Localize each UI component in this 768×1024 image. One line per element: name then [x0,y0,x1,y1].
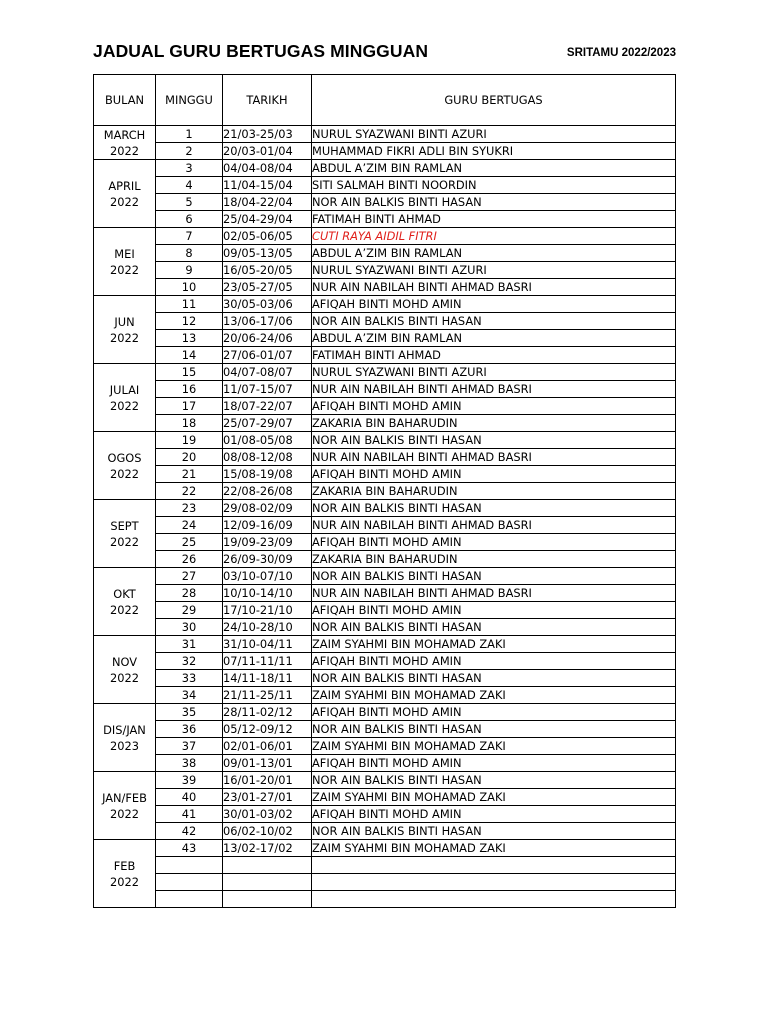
week-number-cell: 17 [156,398,223,415]
week-number-cell: 40 [156,789,223,806]
date-range-cell: 24/10-28/10 [223,619,312,636]
date-range-cell: 26/09-30/09 [223,551,312,568]
month-cell: JULAI 2022 [94,364,156,432]
table-row [94,160,676,177]
week-number-cell: 7 [156,228,223,245]
week-number-cell: 12 [156,313,223,330]
table-row [94,891,676,908]
week-number-cell: 28 [156,585,223,602]
teacher-name-cell: AFIQAH BINTI MOHD AMIN [312,398,676,415]
date-range-cell: 02/05-06/05 [223,228,312,245]
week-number-cell: 39 [156,772,223,789]
date-range-cell: 28/11-02/12 [223,704,312,721]
week-number-cell: 4 [156,177,223,194]
week-number-cell: 36 [156,721,223,738]
teacher-name-cell: AFIQAH BINTI MOHD AMIN [312,806,676,823]
date-range-cell: 01/08-05/08 [223,432,312,449]
date-range-cell: 10/10-14/10 [223,585,312,602]
duty-schedule-table [93,74,676,908]
teacher-name-cell: ZAKARIA BIN BAHARUDIN [312,551,676,568]
table-row [94,636,676,653]
week-number-cell: 15 [156,364,223,381]
week-number-cell: 13 [156,330,223,347]
teacher-name-cell: NURUL SYAZWANI BINTI AZURI [312,262,676,279]
table-row [94,211,676,228]
date-range-cell: 21/11-25/11 [223,687,312,704]
date-range-cell: 16/05-20/05 [223,262,312,279]
teacher-name-cell: ABDUL A’ZIM BIN RAMLAN [312,160,676,177]
month-cell: JUN 2022 [94,296,156,364]
table-row [94,398,676,415]
table-row [94,500,676,517]
week-number-cell: 19 [156,432,223,449]
table-row [94,483,676,500]
date-range-cell: 31/10-04/11 [223,636,312,653]
teacher-name-cell: FATIMAH BINTI AHMAD [312,211,676,228]
week-number-cell: 31 [156,636,223,653]
month-cell: OGOS 2022 [94,432,156,500]
week-number-cell: 11 [156,296,223,313]
table-row [94,296,676,313]
teacher-name-cell: NOR AIN BALKIS BINTI HASAN [312,500,676,517]
table-row [94,772,676,789]
teacher-name-cell: ZAIM SYAHMI BIN MOHAMAD ZAKI [312,840,676,857]
date-range-cell: 03/10-07/10 [223,568,312,585]
table-header-row [94,75,676,126]
date-range-cell: 15/08-19/08 [223,466,312,483]
table-row [94,517,676,534]
table-row [94,568,676,585]
teacher-name-cell: NURUL SYAZWANI BINTI AZURI [312,364,676,381]
week-number-cell: 21 [156,466,223,483]
teacher-name-cell: ABDUL A’ZIM BIN RAMLAN [312,245,676,262]
date-range-cell: 20/03-01/04 [223,143,312,160]
date-range-cell: 27/06-01/07 [223,347,312,364]
week-number-cell: 23 [156,500,223,517]
teacher-name-cell: NOR AIN BALKIS BINTI HASAN [312,823,676,840]
week-number-cell [156,874,223,891]
teacher-name-cell: ZAKARIA BIN BAHARUDIN [312,415,676,432]
week-number-cell: 43 [156,840,223,857]
table-row [94,704,676,721]
week-number-cell: 37 [156,738,223,755]
month-cell: DIS/JAN 2023 [94,704,156,772]
week-number-cell: 6 [156,211,223,228]
teacher-name-cell: MUHAMMAD FIKRI ADLI BIN SYUKRI [312,143,676,160]
table-row [94,364,676,381]
table-body [94,126,676,908]
table-row [94,806,676,823]
date-range-cell: 30/01-03/02 [223,806,312,823]
week-number-cell: 18 [156,415,223,432]
month-cell: OKT 2022 [94,568,156,636]
date-range-cell: 11/04-15/04 [223,177,312,194]
date-range-cell: 30/05-03/06 [223,296,312,313]
date-range-cell: 25/04-29/04 [223,211,312,228]
teacher-name-cell: ABDUL A’ZIM BIN RAMLAN [312,330,676,347]
date-range-cell: 19/09-23/09 [223,534,312,551]
teacher-name-cell: NOR AIN BALKIS BINTI HASAN [312,568,676,585]
teacher-name-cell: AFIQAH BINTI MOHD AMIN [312,296,676,313]
table-row [94,721,676,738]
table-row [94,466,676,483]
date-range-cell [223,857,312,874]
teacher-name-cell: NOR AIN BALKIS BINTI HASAN [312,432,676,449]
table-row [94,738,676,755]
date-range-cell: 17/10-21/10 [223,602,312,619]
teacher-name-cell: NUR AIN NABILAH BINTI AHMAD BASRI [312,279,676,296]
table-row [94,857,676,874]
date-range-cell: 13/02-17/02 [223,840,312,857]
teacher-name-cell: ZAIM SYAHMI BIN MOHAMAD ZAKI [312,687,676,704]
teacher-name-cell: AFIQAH BINTI MOHD AMIN [312,466,676,483]
week-number-cell: 30 [156,619,223,636]
teacher-name-cell [312,874,676,891]
week-number-cell: 27 [156,568,223,585]
week-number-cell: 41 [156,806,223,823]
date-range-cell: 14/11-18/11 [223,670,312,687]
date-range-cell: 18/07-22/07 [223,398,312,415]
date-range-cell: 22/08-26/08 [223,483,312,500]
teacher-name-cell: NOR AIN BALKIS BINTI HASAN [312,721,676,738]
week-number-cell: 42 [156,823,223,840]
teacher-name-cell: ZAKARIA BIN BAHARUDIN [312,483,676,500]
month-cell: SEPT 2022 [94,500,156,568]
month-cell: MEI 2022 [94,228,156,296]
table-row [94,534,676,551]
teacher-name-cell: AFIQAH BINTI MOHD AMIN [312,653,676,670]
table-row [94,415,676,432]
date-range-cell: 07/11-11/11 [223,653,312,670]
table-row [94,602,676,619]
week-number-cell: 33 [156,670,223,687]
week-number-cell: 24 [156,517,223,534]
table-row [94,279,676,296]
week-number-cell: 8 [156,245,223,262]
month-cell: APRIL 2022 [94,160,156,228]
page-title: JADUAL GURU BERTUGAS MINGGUAN [93,41,429,61]
table-row [94,126,676,143]
table-row [94,194,676,211]
week-number-cell: 26 [156,551,223,568]
table-row [94,143,676,160]
date-range-cell: 11/07-15/07 [223,381,312,398]
teacher-name-cell: NURUL SYAZWANI BINTI AZURI [312,126,676,143]
table-row [94,313,676,330]
date-range-cell: 12/09-16/09 [223,517,312,534]
date-range-cell: 13/06-17/06 [223,313,312,330]
teacher-name-cell: AFIQAH BINTI MOHD AMIN [312,602,676,619]
table-row [94,381,676,398]
week-number-cell: 20 [156,449,223,466]
table-row [94,432,676,449]
column-header-guru-bertugas: GURU BERTUGAS [312,75,676,126]
week-number-cell: 3 [156,160,223,177]
date-range-cell: 21/03-25/03 [223,126,312,143]
week-number-cell: 9 [156,262,223,279]
teacher-name-cell: FATIMAH BINTI AHMAD [312,347,676,364]
table-row [94,330,676,347]
date-range-cell [223,874,312,891]
table-row [94,585,676,602]
week-number-cell: 2 [156,143,223,160]
column-header-tarikh: TARIKH [223,75,312,126]
teacher-name-cell [312,857,676,874]
date-range-cell: 04/07-08/07 [223,364,312,381]
teacher-name-cell: NOR AIN BALKIS BINTI HASAN [312,313,676,330]
teacher-name-cell: NOR AIN BALKIS BINTI HASAN [312,194,676,211]
week-number-cell: 16 [156,381,223,398]
date-range-cell: 09/05-13/05 [223,245,312,262]
teacher-name-cell: NUR AIN NABILAH BINTI AHMAD BASRI [312,381,676,398]
month-cell: JAN/FEB 2022 [94,772,156,840]
teacher-name-cell: ZAIM SYAHMI BIN MOHAMAD ZAKI [312,636,676,653]
teacher-name-cell: NOR AIN BALKIS BINTI HASAN [312,772,676,789]
teacher-name-cell: NUR AIN NABILAH BINTI AHMAD BASRI [312,517,676,534]
week-number-cell: 34 [156,687,223,704]
date-range-cell: 23/05-27/05 [223,279,312,296]
week-number-cell: 25 [156,534,223,551]
date-range-cell: 05/12-09/12 [223,721,312,738]
month-cell: NOV 2022 [94,636,156,704]
date-range-cell [223,891,312,908]
week-number-cell: 29 [156,602,223,619]
week-number-cell [156,891,223,908]
date-range-cell: 04/04-08/04 [223,160,312,177]
week-number-cell: 1 [156,126,223,143]
table-row [94,177,676,194]
teacher-name-cell [312,891,676,908]
week-number-cell: 22 [156,483,223,500]
teacher-name-cell: AFIQAH BINTI MOHD AMIN [312,704,676,721]
school-session-code: SRITAMU 2022/2023 [566,47,676,59]
date-range-cell: 23/01-27/01 [223,789,312,806]
table-row [94,262,676,279]
date-range-cell: 29/08-02/09 [223,500,312,517]
week-number-cell: 35 [156,704,223,721]
table-row [94,823,676,840]
date-range-cell: 18/04-22/04 [223,194,312,211]
table-row [94,874,676,891]
month-cell: FEB 2022 [94,840,156,908]
table-row [94,687,676,704]
date-range-cell: 16/01-20/01 [223,772,312,789]
date-range-cell: 06/02-10/02 [223,823,312,840]
table-row [94,228,676,245]
teacher-name-cell: AFIQAH BINTI MOHD AMIN [312,534,676,551]
month-cell: MARCH 2022 [94,126,156,160]
table-row [94,789,676,806]
table-row [94,670,676,687]
teacher-name-cell: SITI SALMAH BINTI NOORDIN [312,177,676,194]
date-range-cell: 02/01-06/01 [223,738,312,755]
column-header-minggu: MINGGU [156,75,223,126]
week-number-cell: 38 [156,755,223,772]
teacher-name-cell: CUTI RAYA AIDIL FITRI [312,228,676,245]
table-row [94,619,676,636]
week-number-cell: 14 [156,347,223,364]
table-row [94,653,676,670]
teacher-name-cell: AFIQAH BINTI MOHD AMIN [312,755,676,772]
teacher-name-cell: NUR AIN NABILAH BINTI AHMAD BASRI [312,585,676,602]
week-number-cell [156,857,223,874]
date-range-cell: 09/01-13/01 [223,755,312,772]
table-row [94,755,676,772]
date-range-cell: 08/08-12/08 [223,449,312,466]
teacher-name-cell: ZAIM SYAHMI BIN MOHAMAD ZAKI [312,738,676,755]
column-header-bulan: BULAN [94,75,156,126]
table-row [94,840,676,857]
date-range-cell: 20/06-24/06 [223,330,312,347]
teacher-name-cell: NOR AIN BALKIS BINTI HASAN [312,670,676,687]
week-number-cell: 5 [156,194,223,211]
teacher-name-cell: NUR AIN NABILAH BINTI AHMAD BASRI [312,449,676,466]
table-row [94,245,676,262]
teacher-name-cell: NOR AIN BALKIS BINTI HASAN [312,619,676,636]
teacher-name-cell: ZAIM SYAHMI BIN MOHAMAD ZAKI [312,789,676,806]
date-range-cell: 25/07-29/07 [223,415,312,432]
table-row [94,347,676,364]
week-number-cell: 32 [156,653,223,670]
week-number-cell: 10 [156,279,223,296]
table-row [94,449,676,466]
table-row [94,551,676,568]
